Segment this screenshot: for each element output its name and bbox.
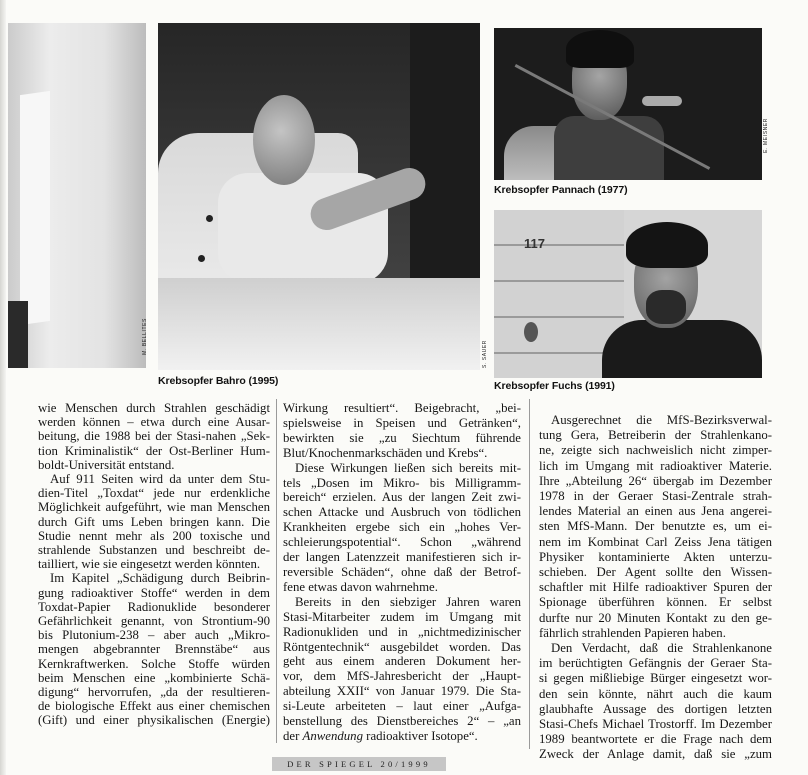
text-line: werden können – etwa durch eine Ausar-: [38, 415, 270, 430]
emphasis: Anwendung: [302, 728, 363, 743]
text-line: den sein könnte, nährt auch die kaum: [539, 686, 772, 701]
paragraph: [283, 401, 521, 461]
photo-room-wall: [8, 23, 146, 368]
text-line: der langen Latenzzeit manifestieren sich ir-: [283, 550, 521, 565]
text-line: Diese Wirkungen ließen sich bereits mit-: [295, 460, 521, 475]
text-line: reversible Schäden“, ohne daß der Betrof-: [283, 564, 521, 579]
text-line: ne, zeigte sich nachweislich nicht zimper-: [539, 443, 772, 458]
photo-electrode: [206, 215, 213, 222]
paragraph: [38, 401, 270, 472]
text-line: lendes Material an einen aus Jena angerei-: [539, 504, 772, 519]
text-line: bewirkten sie „zu Siechtum führende: [283, 430, 521, 445]
photo-curtain-panel: [20, 91, 50, 325]
text-line: schleierungspotential“. Schon „während: [283, 535, 521, 550]
photo-body: [602, 320, 762, 378]
text-line: beim Menschen eine „kombinierte Schä-: [38, 670, 270, 685]
text-line: tels „Dosen im Mikro- bis Milligramm-: [283, 475, 521, 490]
text-line: [283, 729, 521, 744]
text-line: schen Attacke und Ausbruch von tödlichen: [283, 505, 521, 520]
photo-door-number: 117: [524, 236, 545, 251]
text-line: Wirkung resultiert“. Beigebracht, „bei-: [283, 401, 521, 415]
photo-shirt: [554, 116, 664, 180]
caption-fuchs: Krebsopfer Fuchs (1991): [494, 380, 615, 392]
text-line: durch Gift ums Leben bringen kann. Die: [38, 514, 270, 529]
photo-drawer-handle: [524, 322, 538, 342]
caption-pannach: Krebsopfer Pannach (1977): [494, 184, 628, 196]
text-line: mengen abgebrannter Brennstäbe“ aus: [38, 642, 270, 657]
scan-edge: [0, 0, 6, 775]
text-line: 1978 in der Geraer Stasi-Zentrale strah-: [539, 489, 772, 504]
text-line: Röntgentechnik“ ausgebildet worden. Das: [283, 639, 521, 654]
column-rule: [276, 399, 277, 743]
photo-microphone: [642, 96, 682, 106]
column-rule: [529, 399, 530, 749]
text-line: Studie nennt mehr als 200 toxische und: [38, 528, 270, 543]
text-line: tailliert, wie sie eingesetzt werden könnten.: [38, 557, 261, 572]
paragraph: [539, 413, 772, 641]
text-line: si gegen mißliebige Bürger eingesetzt wor-: [539, 671, 772, 686]
text-column-1: [38, 401, 270, 728]
text-line: Krankheiten ergebe sich ein „hohes Ver-: [283, 520, 521, 535]
photo-electrode: [198, 255, 205, 262]
text-segment: radioaktiver Isotope“.: [362, 728, 478, 743]
text-line: Gefährlichkeit genannt, von Strontium-90: [38, 614, 270, 629]
text-line: wie Menschen durch Strahlen geschädigt: [38, 401, 270, 415]
text-line: digung“ hervorrufen, „da der resultieren-: [38, 685, 270, 700]
text-line: Möglichkeit aufgeführt, wie man Menschen: [38, 500, 270, 515]
text-line: Zweck der Anlage damit, daß sie „zum: [539, 747, 772, 762]
text-line: im berüchtigten Gefängnis der Geraer Sta-: [539, 656, 772, 671]
text-line: Stasi-Chefs Michael Trostorff. Im Dezember: [539, 717, 772, 732]
text-line: gung radioaktiver Stoffe“ werden in dem: [38, 585, 270, 600]
paragraph: [539, 641, 772, 763]
text-line: Ausgerechnet die MfS-Bezirksverwal-: [551, 413, 772, 427]
page-footer: DER SPIEGEL 20/1999: [272, 757, 446, 771]
text-line: vor, dem MfS-Jahresbericht der „Haupt-: [283, 669, 521, 684]
text-line: lich im Umgang mit radioaktiver Materie.: [539, 458, 772, 473]
paragraph: [283, 595, 521, 744]
text-segment: der: [283, 728, 303, 743]
text-line: 1989 beantwortete er die Frage nach dem: [539, 732, 772, 747]
text-line: Ihre „Abteilung 26“ übergab im Dezember: [539, 473, 772, 488]
paragraph: [38, 571, 270, 727]
text-line: Spionage überführen können. Er selbst: [539, 595, 772, 610]
photo-pannach: [494, 28, 762, 180]
text-line: Stasi-Mitarbeiter zudem im Umgang mit: [283, 609, 521, 624]
text-line: tion Kriminalistik“ der Ost-Berliner Hum-: [38, 443, 270, 458]
photo-hair: [626, 222, 708, 268]
photo-dark-corner: [8, 301, 28, 368]
text-line: si-Leute arbeiteten – laut einer „Aufga-: [283, 699, 521, 714]
text-line: Auf 911 Seiten wird da unter dem Stu-: [50, 472, 270, 487]
text-line: Physiker kontaminierte Akten unterzu-: [539, 549, 772, 564]
text-line: boldt-Universität entstand.: [38, 457, 175, 472]
photo-blanket: [158, 278, 480, 370]
photo-beard: [646, 290, 686, 324]
text-line: de biologische Effekt aus einer chemischen: [38, 699, 270, 714]
text-line: beitung, die 1988 bei der Stasi-nahen „Sek-: [38, 429, 270, 444]
text-line: nem im Kombinat Carl Zeiss Jena tätigen: [539, 534, 772, 549]
text-line: Im Kapitel „Schädigung durch Beibrin-: [50, 571, 270, 586]
text-column-3: [539, 413, 772, 763]
photo-credit-meisner: E. MEISNER: [763, 118, 769, 153]
paragraph: [38, 472, 270, 571]
text-line: Radionukliden und in „nichtmedizinischer: [283, 624, 521, 639]
text-column-2: [283, 401, 521, 744]
text-line: schieben. Der Agent sollte den Wissen-: [539, 565, 772, 580]
text-line: bis Plutonium-238 – aber auch „Mikro-: [38, 628, 270, 643]
text-line: fene etwas davon wahrnehme.: [283, 579, 438, 594]
text-line: Toxdat-Papier Radionuklide besonderer: [38, 599, 270, 614]
photo-credit-sauer: S. SAUER: [482, 340, 488, 369]
text-line: fährlich strahlenden Papieren haben.: [539, 625, 726, 640]
text-line: (Gift) und einer physikalischen (Energie): [38, 713, 270, 728]
text-line: Bereits in den siebziger Jahren waren: [295, 594, 521, 609]
photo-hair: [566, 30, 634, 68]
photo-fuchs: [494, 210, 762, 378]
text-line: bereich“ erzielen. Aus der langen Zeit zwi-: [283, 490, 521, 505]
text-line: schaftler mit Hilfe radioaktiver Spuren der: [539, 580, 772, 595]
text-line: tung Gera, Betreiberin der Strahlenkano-: [539, 428, 772, 443]
text-line: dien-Titel „Toxdat“ jede nur erdenkliche: [38, 486, 270, 501]
photo-credit-bellites: M. BELLITES: [142, 318, 148, 355]
text-line: abteilung XXII“ von Januar 1979. Die Sta-: [283, 684, 521, 699]
text-line: benstellung des Dienstbereiches 2“ – „an: [283, 714, 521, 729]
caption-bahro: Krebsopfer Bahro (1995): [158, 375, 279, 387]
text-line: sten MfS-Mann. Der benutzte es, um ei-: [539, 519, 772, 534]
text-line: strahlende Substanzen und beschreibt de-: [38, 543, 270, 558]
text-line: Blut/Knochenmarkschäden und Krebs“.: [283, 445, 488, 460]
text-line: glaubhafte Aussage des dortigen letzten: [539, 701, 772, 716]
text-line: Kernkraftwerken. Solche Stoffe würden: [38, 656, 270, 671]
text-line: durfte nur 20 Minuten Kontakt zu den ge-: [539, 610, 772, 625]
text-line: spielsweise in Speisen und Getränken“,: [283, 415, 521, 430]
text-line: Den Verdacht, daß die Strahlenkanone: [551, 641, 772, 656]
photo-bahro: [158, 23, 480, 370]
text-line: geht aus einem anderen Dokument her-: [283, 654, 521, 669]
photo-head: [253, 95, 315, 185]
paragraph: [283, 461, 521, 595]
